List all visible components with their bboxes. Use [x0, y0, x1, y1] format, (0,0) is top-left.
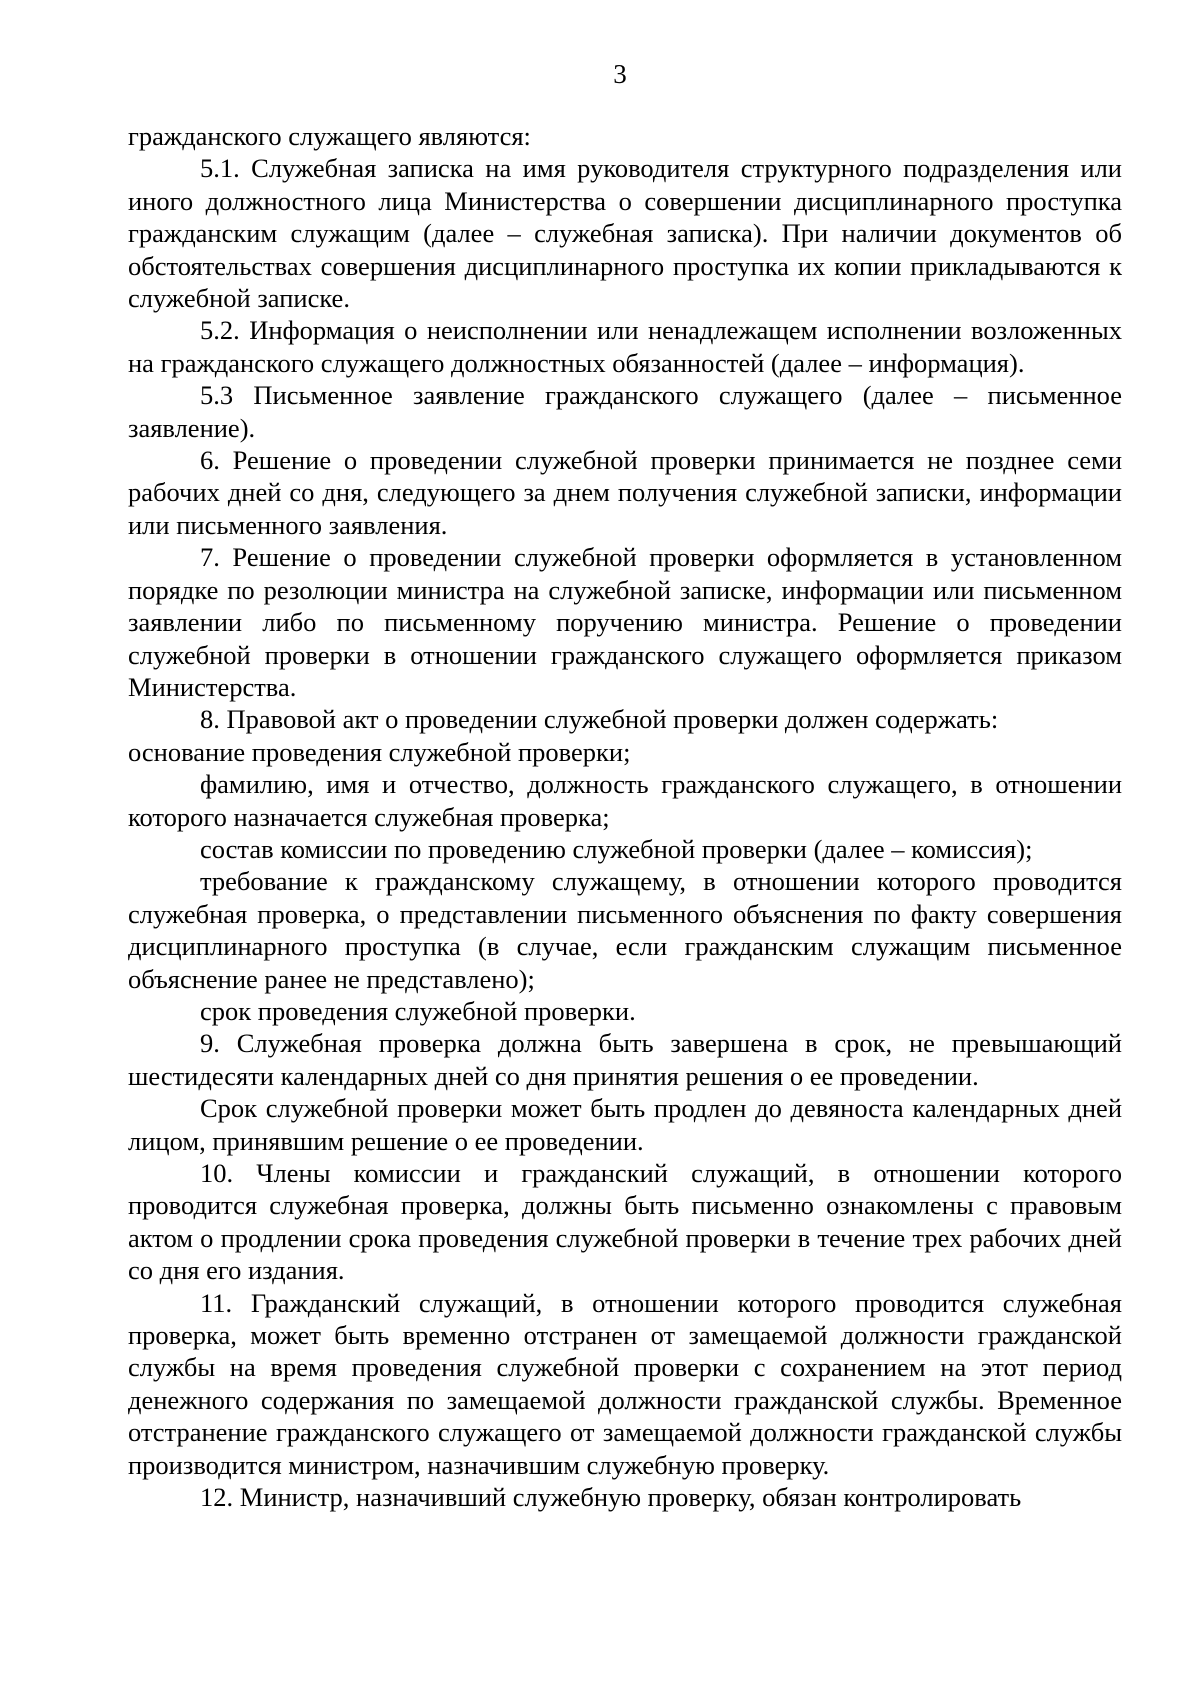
paragraph: 9. Служебная проверка должна быть завершена в срок, не превышающий шестидесяти календарных дней со дня принятия решения о ее проведении.: [128, 1028, 1122, 1091]
paragraph: 5.1. Служебная записка на имя руководителя структурного подразделения или иного должностного лица Министерства о совершении дисциплинарного проступка гражданским служащим (далее – служебная записка). При наличии документов об обстоятельствах совершения дисциплинарного проступка их копии прикладываются к служебной записке.: [128, 153, 1122, 314]
paragraph: срок проведения служебной проверки.: [200, 995, 636, 1026]
paragraph: 8. Правовой акт о проведении служебной проверки должен содержать:: [200, 704, 999, 735]
paragraph: 11. Гражданский служащий, в отношении которого проводится служебная проверка, может быть временно отстранен от замещаемой должности гражданской службы на время проведения служебной проверки с сохранением на этот период денежного содержания по замещаемой должности гражданской службы. Временное отстранение гражданского служащего от замещаемой должности гражданской службы производится министром, назначившим служебную проверку.: [128, 1287, 1122, 1480]
paragraph: требование к гражданскому служащему, в отношении которого проводится служебная проверка, о представлении письменного объяснения по факту совершения дисциплинарного проступка (в случае, если гражданским служащим письменное объяснение ранее не представлено);: [128, 866, 1122, 994]
paragraph: основание проведения служебной проверки;: [128, 736, 631, 767]
paragraph: 5.3 Письменное заявление гражданского служащего (далее – письменное заявление).: [128, 380, 1122, 443]
paragraph: 6. Решение о проведении служебной проверки принимается не позднее семи рабочих дней со дня, следующего за днем получения служебной записки, информации или письменного заявления.: [128, 445, 1122, 540]
paragraph: 12. Министр, назначивший служебную проверку, обязан контролировать: [200, 1482, 1022, 1513]
paragraph: фамилию, имя и отчество, должность гражданского служащего, в отношении которого назначается служебная проверка;: [128, 769, 1122, 832]
paragraph: 7. Решение о проведении служебной проверки оформляется в установленном порядке по резолюции министра на служебной записке, информации или письменном заявлении либо по письменному поручению министра. Решение о проведении служебной проверки в отношении гражданского служащего оформляется приказом Министерства.: [128, 542, 1122, 702]
page-number: 3: [613, 59, 627, 89]
document-body: [128, 120, 1122, 1513]
paragraph: гражданского служащего являются:: [128, 121, 531, 151]
paragraph: 5.2. Информация о неисполнении или ненадлежащем исполнении возложенных на гражданского служащего должностных обязанностей (далее – информация).: [128, 315, 1122, 378]
paragraph: Срок служебной проверки может быть продлен до девяноста календарных дней лицом, принявшим решение о ее проведении.: [128, 1093, 1122, 1156]
paragraph: 10. Члены комиссии и гражданский служащий, в отношении которого проводится служебная проверка, должны быть письменно ознакомлены с правовым актом о продлении срока проведения служебной проверки в течение трех рабочих дней со дня его издания.: [128, 1158, 1122, 1286]
paragraph: состав комиссии по проведению служебной проверки (далее – комиссия);: [200, 833, 1033, 864]
